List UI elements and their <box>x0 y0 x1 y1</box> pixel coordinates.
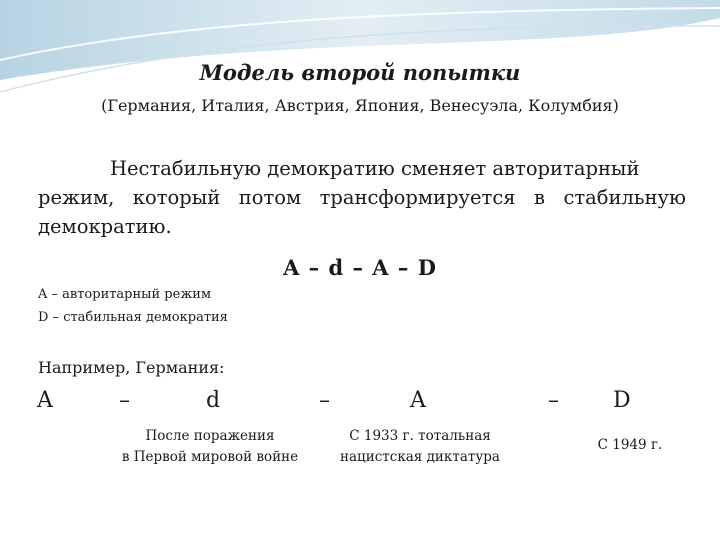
paragraph-line-3: демократию. <box>38 215 172 238</box>
paragraph-word: в <box>534 186 546 209</box>
paragraph-word: режим, <box>38 186 115 209</box>
sequence-A-2: A <box>410 388 426 413</box>
paragraph-line-2 <box>38 186 686 209</box>
legend-authoritarian: A – авторитарный режим <box>38 287 212 302</box>
example-label: Например, Германия: <box>38 358 225 377</box>
note-d-line-2: в Первой мировой войне <box>121 449 299 465</box>
slide-subtitle: (Германия, Италия, Австрия, Япония, Венесуэла, Колумбия) <box>101 96 619 115</box>
paragraph-word: трансформируется <box>319 186 516 209</box>
paragraph-line-1: Нестабильную демократию сменяет авторитарный <box>110 157 640 180</box>
note-d-line-1: После поражения <box>145 428 275 444</box>
sequence-D: D <box>613 388 631 413</box>
note-A <box>320 426 520 468</box>
sequence-dash-2: – <box>319 388 330 413</box>
paragraph-word: потом <box>238 186 302 209</box>
note-A-line-1: С 1933 г. тотальная <box>349 428 491 444</box>
sequence-d: d <box>206 388 221 413</box>
paragraph-word: который <box>132 186 221 209</box>
note-d <box>100 426 320 468</box>
legend-democracy: D – стабильная демократия <box>38 310 228 325</box>
note-A-line-2: нацистская диктатура <box>340 449 500 465</box>
sequence-A-1: A <box>37 388 53 413</box>
sequence-dash-3: – <box>548 388 559 413</box>
slide-title: Модель второй попытки <box>199 60 521 85</box>
model-formula: A – d – A – D <box>283 255 437 280</box>
paragraph-word: стабильную <box>563 186 686 209</box>
note-D: С 1949 г. <box>597 437 663 453</box>
sequence-dash-1: – <box>119 388 130 413</box>
